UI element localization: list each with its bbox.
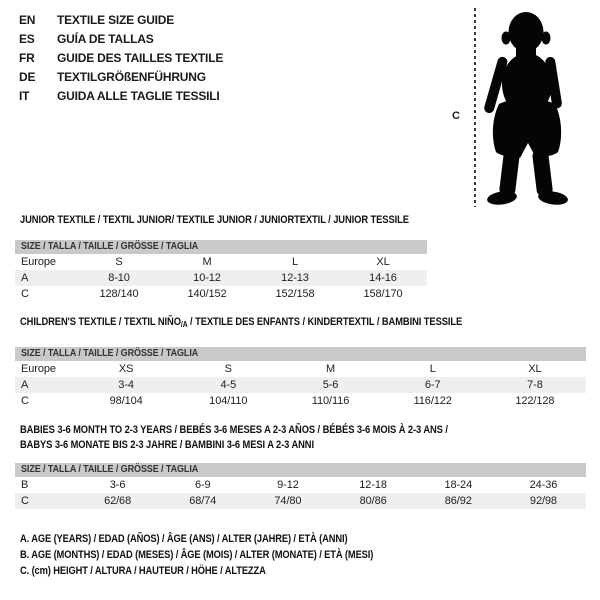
- row-label: A: [21, 379, 29, 391]
- table-cell: 74/80: [274, 495, 302, 507]
- lang-title: GUIDA ALLE TAGLIE TESSILI: [57, 88, 220, 103]
- size-header-label: SIZE / TALLA / TAILLE / GRÖSSE / TAGLIA: [21, 348, 199, 359]
- height-measure-label: C: [452, 110, 460, 122]
- table-cell: 24-36: [529, 479, 558, 491]
- table-cell: 18-24: [444, 479, 473, 491]
- row-label: Europe: [21, 363, 56, 375]
- size-header-bar: [15, 347, 586, 361]
- children-table: [15, 347, 586, 409]
- lang-title: GUÍA DE TALLAS: [57, 31, 154, 46]
- table-cell: 110/116: [311, 395, 350, 407]
- table-cell: L: [291, 256, 299, 268]
- table-cell: 92/98: [529, 495, 557, 507]
- table-row: [15, 270, 427, 286]
- table-cell: 12-13: [281, 272, 309, 284]
- table-cell: M: [202, 256, 212, 268]
- table-cell: 128/140: [99, 288, 139, 300]
- table-cell: XS: [118, 363, 134, 375]
- lang-row-it: [19, 86, 223, 105]
- row-label: A: [21, 272, 29, 284]
- table-cell: 9-12: [277, 479, 299, 491]
- lang-title: TEXTILE SIZE GUIDE: [57, 12, 175, 27]
- babies-table-title-line1: BABIES 3-6 MONTH TO 2-3 YEARS / BEBÉS 3-6 MESES A 2-3 AÑOS / BÉBÉS 3-6 MOIS À 2-3 ANS /: [20, 424, 448, 436]
- lang-row-de: [19, 67, 223, 86]
- table-cell: 6-7: [424, 379, 441, 391]
- table-cell: 3-6: [109, 479, 126, 491]
- table-cell: 158/170: [363, 288, 403, 300]
- row-label: C: [21, 288, 29, 300]
- language-header: [19, 10, 223, 105]
- table-cell: 14-16: [369, 272, 397, 284]
- table-cell: 3-4: [118, 379, 134, 391]
- table-cell: XL: [376, 256, 390, 268]
- children-table-rows: [15, 361, 586, 409]
- size-header-bar: [15, 463, 586, 477]
- lang-code: IT: [19, 88, 30, 103]
- table-cell: 80/86: [359, 495, 387, 507]
- table-cell: 4-5: [220, 379, 237, 391]
- table-cell: S: [224, 363, 232, 375]
- table-cell: S: [115, 256, 123, 268]
- table-cell: 10-12: [193, 272, 221, 284]
- lang-code: DE: [19, 69, 36, 84]
- table-cell: 122/128: [515, 395, 555, 407]
- table-row: [15, 493, 586, 509]
- footnote-a: A. AGE (YEARS) / EDAD (AÑOS) / ÂGE (ANS) / ALTER (JAHRE) / ETÀ (ANNI): [20, 533, 348, 545]
- babies-table: [15, 463, 586, 509]
- lang-code: FR: [19, 50, 35, 65]
- baby-silhouette-icon: [462, 0, 592, 215]
- table-cell: 6-9: [194, 479, 211, 491]
- row-label: C: [21, 395, 29, 407]
- children-table-title: [20, 316, 462, 329]
- lang-row-es: [19, 29, 223, 48]
- table-cell: 152/158: [275, 288, 315, 300]
- footnote-b: B. AGE (MONTHS) / EDAD (MESES) / ÂGE (MOIS) / ALTER (MONATE) / ETÀ (MESI): [20, 549, 374, 562]
- babies-table-rows: [15, 477, 586, 509]
- row-label: C: [21, 495, 29, 507]
- size-header-label: SIZE / TALLA / TAILLE / GRÖSSE / TAGLIA: [21, 464, 199, 475]
- footnotes: [20, 531, 436, 580]
- table-row: [15, 393, 586, 409]
- junior-table-rows: [15, 254, 427, 302]
- table-cell: 5-6: [322, 379, 339, 391]
- table-cell: 7-8: [527, 379, 543, 391]
- junior-table-title: JUNIOR TEXTILE / TEXTIL JUNIOR/ TEXTILE JUNIOR / JUNIORTEXTIL / JUNIOR TESSILE: [20, 214, 409, 226]
- size-header-label: SIZE / TALLA / TAILLE / GRÖSSE / TAGLIA: [21, 241, 199, 252]
- table-row: [15, 254, 427, 270]
- table-cell: 62/68: [104, 495, 132, 507]
- row-label: Europe: [21, 256, 56, 268]
- table-cell: L: [429, 363, 436, 375]
- table-row: [15, 477, 586, 493]
- table-row: [15, 377, 586, 393]
- table-cell: 98/104: [109, 395, 143, 407]
- lang-row-en: [19, 10, 223, 29]
- table-cell: 86/92: [444, 495, 472, 507]
- table-cell: 116/122: [413, 395, 452, 407]
- table-cell: 8-10: [108, 272, 130, 284]
- table-cell: M: [325, 363, 336, 375]
- table-cell: XL: [528, 363, 542, 375]
- table-cell: 12-18: [359, 479, 387, 491]
- lang-row-fr: [19, 48, 223, 67]
- lang-title: GUIDE DES TAILLES TEXTILE: [57, 50, 224, 65]
- children-title-part: CHILDREN'S TEXTILE / TEXTIL NIÑO: [20, 316, 181, 328]
- row-label: B: [21, 479, 29, 491]
- table-cell: 104/110: [209, 395, 248, 407]
- children-title-sub: /A: [180, 320, 188, 329]
- size-header-bar: [15, 240, 427, 254]
- table-cell: 68/74: [189, 495, 217, 507]
- table-row: [15, 361, 586, 377]
- table-cell: 140/152: [187, 288, 227, 300]
- lang-code: EN: [19, 12, 36, 27]
- junior-table: [15, 240, 427, 302]
- lang-code: ES: [19, 31, 35, 46]
- footnote-c: C. (cm) HEIGHT / ALTURA / HAUTEUR / HÖHE / ALTEZZA: [20, 565, 266, 578]
- children-title-part: / TEXTILE DES ENFANTS / KINDERTEXTIL / BAMBINI TESSILE: [187, 316, 463, 328]
- babies-table-title-line2: BABYS 3-6 MONATE BIS 2-3 JAHRE / BAMBINI 3-6 MESI A 2-3 ANNI: [20, 439, 314, 451]
- lang-title: TEXTILGRÖßENFÜHRUNG: [57, 69, 206, 84]
- table-row: [15, 286, 427, 302]
